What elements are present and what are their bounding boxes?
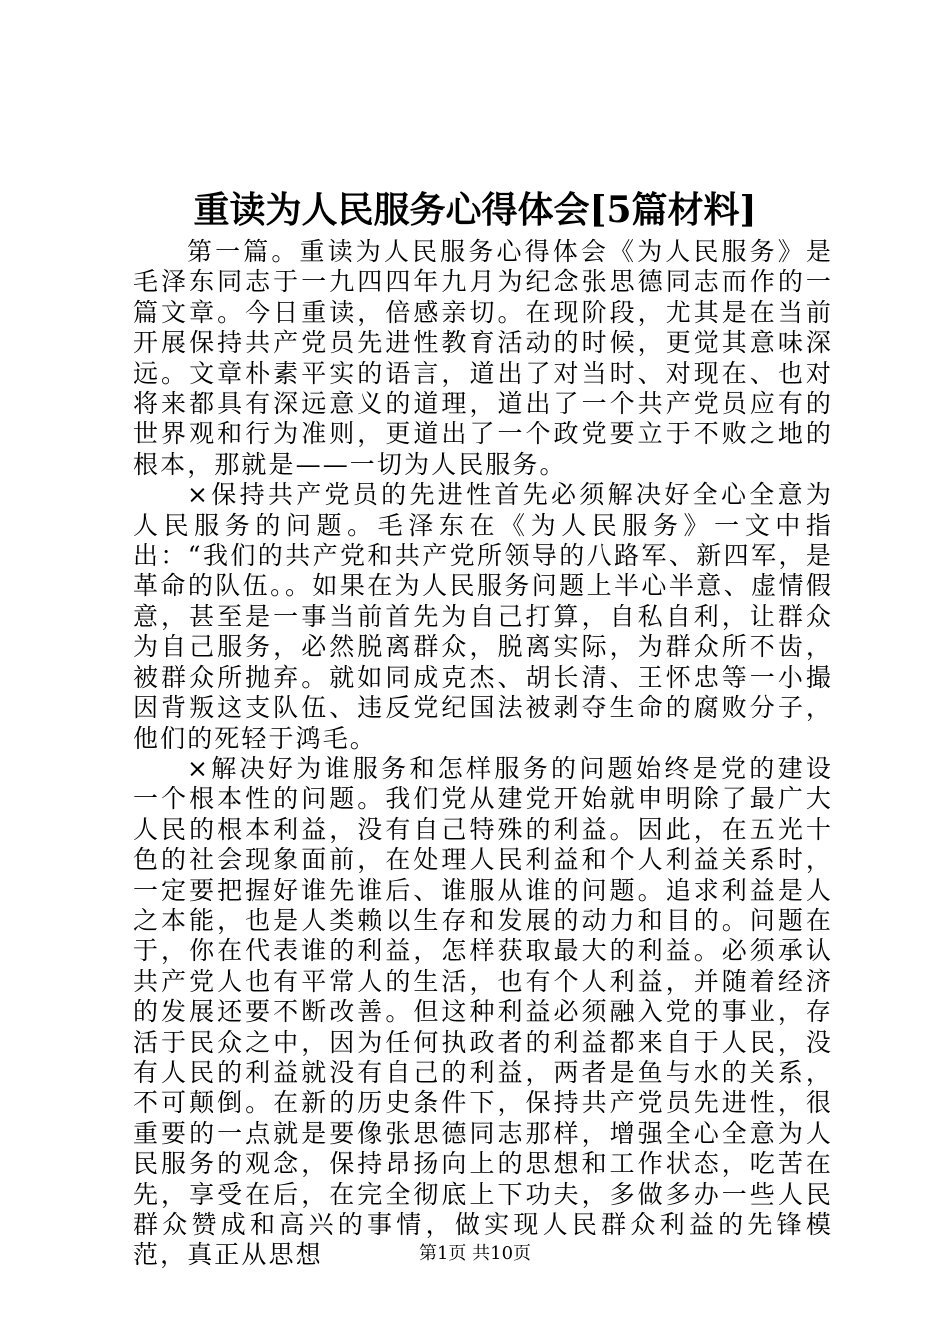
document-title: 重读为人民服务心得体会[5篇材料]	[193, 189, 757, 231]
paragraph-3: ×解决好为谁服务和怎样服务的问题始终是党的建设一个根本性的问题。我们党从建党开始就申明除了最广大人民的根本利益，没有自己特殊的利益。因此，在五光十色的社会现象面前，在处理人民利益和个人利益关系时，一定要把握好谁先谁后、谁服从谁的问题。追求利益是人之本能，也是人类赖以生存和发展的动力和目的。问题在于，你在代表谁的利益，怎样获取最大的利益。必须承认共产党人也有平常人的生活，也有个人利益，并随着经济的发展还要不断改善。但这种利益必须融入党的事业，存活于民众之中，因为任何执政者的利益都来自于人民，没有人民的利益就没有自己的利益，两者是鱼与水的关系，不可颠倒。在新的历史条件下，保持共产党员先进性，很重要的一点就是要像张思德同志那样，增强全心全意为人民服务的观念，保持昂扬向上的思想和工作状态，吃苦在先，享受在后，在完全彻底上下功夫，多做多办一些人民群众赞成和高兴的事情，做实现人民群众利益的先锋模范，真正从思想	[133, 753, 833, 1270]
page-number-footer: 第1页 共10页	[418, 1243, 532, 1264]
paragraph-1: 第一篇。重读为人民服务心得体会《为人民服务》是毛泽东同志于一九四四年九月为纪念张思德同志而作的一篇文章。今日重读，倍感亲切。在现阶段，尤其是在当前开展保持共产党员先进性教育活动的时候，更觉其意味深远。文章朴素平实的语言，道出了对当时、对现在、也对将来都具有深远意义的道理，道出了一个共产党员应有的世界观和行为准则，更道出了一个政党要立于不败之地的根本，那就是——一切为人民服务。	[133, 237, 833, 479]
document-body	[133, 237, 833, 1271]
paragraph-2: ×保持共产党员的先进性首先必须解决好全心全意为人民服务的问题。毛泽东在《为人民服务》一文中指出：“我们的共产党和共产党所领导的八路军、新四军，是革命的队伍。。如果在为人民服务问题上半心半意、虚情假意，甚至是一事当前首先为自己打算，自私自利，让群众为自己服务，必然脱离群众，脱离实际，为群众所不齿，被群众所抛弃。就如同成克杰、胡长清、王怀忠等一小撮因背叛这支队伍、违反党纪国法被剥夺生命的腐败分子，他们的死轻于鸿毛。	[133, 480, 833, 753]
